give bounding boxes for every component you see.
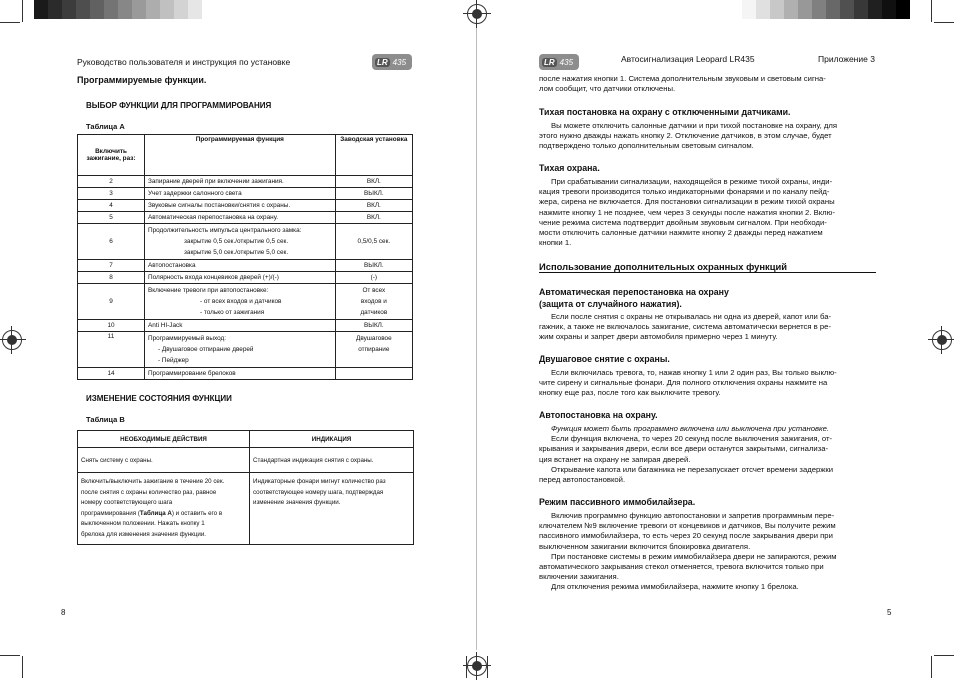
calibration-bar-right <box>742 0 910 19</box>
row-function: Учет задержки салонного света <box>145 188 336 200</box>
right-header-title: Автосигнализация Leopard LR435 <box>621 54 755 64</box>
paragraph-auto-rearm <box>539 312 879 343</box>
center-fold-line <box>476 28 477 650</box>
paragraph-silent-arm <box>539 121 879 152</box>
text-line: пассивного иммобилайзера, то есть через 20 секунд после закрывания двери при <box>539 531 833 541</box>
heading-silent-arm: Тихая постановка на охрану с отключенными датчиками. <box>539 107 791 117</box>
table-b <box>77 430 414 545</box>
table-b-indication: Стандартная индикация снятия с охраны. <box>250 448 414 473</box>
row-function-line: - Двушаговое отпирание дверей <box>158 346 254 353</box>
text-line: мости отключить салонные датчики нажмите кнопку 2 дважды перед нажатием <box>539 228 823 238</box>
crop-mark <box>934 22 954 23</box>
row-default: ВЫКЛ. <box>335 320 412 332</box>
row-number: 14 <box>78 368 145 380</box>
calibration-swatch <box>76 0 90 19</box>
row-default <box>335 332 412 368</box>
section-band-additional-functions: Использование дополнительных охранных функций <box>539 261 876 273</box>
row-function-line: Включение тревоги при автопостановке: <box>148 287 269 294</box>
paragraph-silent-mode <box>539 177 879 248</box>
intro-paragraph <box>539 74 879 94</box>
table-b-line: выключенном положении. Нажать кнопку 1 <box>81 520 205 527</box>
row-default-line: отпирание <box>358 346 390 353</box>
calibration-swatch <box>174 0 188 19</box>
row-number: 10 <box>78 320 145 332</box>
row-default: ВКЛ. <box>335 200 412 212</box>
table-b-line <box>81 509 246 520</box>
row-function: Полярность входа концевиков дверей (+)/(-) <box>145 272 336 284</box>
text-line: Включив программно функцию автопостановки и запретив программным пере- <box>551 511 835 520</box>
calibration-swatch <box>854 0 868 19</box>
left-page-title: Программируемые функции. <box>77 75 207 85</box>
row-default: 0,5/0,5 сек. <box>335 224 412 260</box>
table-row <box>78 212 413 224</box>
table-a-col-default: Заводская установка <box>335 135 412 176</box>
crop-mark <box>931 656 932 678</box>
calibration-swatch <box>132 0 146 19</box>
row-number: 9 <box>78 284 145 320</box>
table-b-line: изменение значения функции. <box>253 499 341 506</box>
row-function: Автоматическая перепостановка на охрану. <box>145 212 336 224</box>
row-default: ВЫКЛ. <box>335 260 412 272</box>
row-function-line: Программируемый выход: <box>148 335 227 342</box>
row-function-line: - только от зажигания <box>200 309 265 316</box>
left-page-number: 8 <box>61 608 66 617</box>
crop-mark <box>487 656 488 678</box>
section-select-function: ВЫБОР ФУНКЦИИ ДЛЯ ПРОГРАММИРОВАНИЯ <box>86 101 272 110</box>
text-line: подтверждено только дополнительным световым сигналом. <box>539 141 754 151</box>
table-b-line: номеру соответствующего шага <box>81 499 173 506</box>
crop-mark <box>0 22 20 23</box>
row-function-line: - от всех входов и датчиков <box>200 298 282 305</box>
text-line: Если включилась тревога, то, нажав кнопку 1 или 2 один раз, Вы только выклю- <box>551 368 837 377</box>
heading-silent-mode: Тихая охрана. <box>539 163 600 173</box>
calibration-swatch <box>770 0 784 19</box>
table-b-line: соответствующее номеру шага, подтверждая <box>253 488 384 496</box>
row-function <box>145 224 336 260</box>
text-line: после нажатия кнопки 1. Система дополнительным звуковым и световым сигна- <box>539 74 826 83</box>
calibration-swatch <box>882 0 896 19</box>
table-b-text: ) и оставить его в <box>171 509 223 517</box>
text-line: кнопки 1. <box>539 238 572 248</box>
calibration-swatch <box>840 0 854 19</box>
table-b-action: Снять систему с охраны. <box>78 448 250 473</box>
table-row <box>78 188 413 200</box>
text-line: перед автопостановкой. <box>539 475 626 485</box>
text-line: этого нужно дважды нажать кнопку 2. Отключение датчиков, в этом случае, будет <box>539 131 832 141</box>
text-line: ключателем №9 включение тревоги от концевиков и датчиков, Вы получите режим <box>539 521 836 531</box>
registration-mark-icon <box>932 330 952 350</box>
row-default <box>335 284 412 320</box>
right-page-number: 5 <box>887 608 892 617</box>
text-line: лом сообщит, что датчики отключены. <box>539 84 676 94</box>
table-b-col-actions: НЕОБХОДИМЫЕ ДЕЙСТВИЯ <box>78 431 250 448</box>
table-b-line: после снятия с охраны количество раз, равное <box>81 488 217 496</box>
row-function: Запирание дверей при включении зажигания. <box>145 176 336 188</box>
row-function-line: - Пейджер <box>158 357 189 364</box>
row-number: 4 <box>78 200 145 212</box>
registration-mark-icon <box>467 656 487 676</box>
calibration-swatch <box>160 0 174 19</box>
calibration-swatch <box>118 0 132 19</box>
paragraph-passive-immobilizer <box>539 511 879 593</box>
row-function: Звуковые сигналы постановки/снятия с охраны. <box>145 200 336 212</box>
row-number: 3 <box>78 188 145 200</box>
row-default-line: входов и <box>360 298 387 305</box>
paragraph-auto-arm <box>539 424 879 485</box>
row-default: (-) <box>335 272 412 284</box>
calibration-swatch <box>146 0 160 19</box>
table-row <box>78 224 413 260</box>
text-line: включении зажигания. <box>539 572 619 582</box>
row-default: ВКЛ. <box>335 212 412 224</box>
table-b-indication <box>250 473 414 545</box>
calibration-swatch <box>104 0 118 19</box>
calibration-swatch <box>798 0 812 19</box>
table-row <box>78 260 413 272</box>
lr435-logo <box>372 54 412 70</box>
calibration-swatch <box>896 0 910 19</box>
text-line: Для отключения режима иммобилайзера, нажмите кнопку 1 брелока. <box>551 582 799 592</box>
text-line: жим охраны и запрет двери автомобиля примерно через 1 минуту. <box>539 332 778 342</box>
table-b-line: брелока для изменения значения функции. <box>81 530 207 538</box>
row-function <box>145 332 336 368</box>
row-default-line: датчиков <box>360 309 388 316</box>
table-b-col-indication: ИНДИКАЦИЯ <box>250 431 414 448</box>
text-line: чите сирену и сигнальные фонари. Для полного отключения охраны нажмите на <box>539 378 828 388</box>
calibration-swatch <box>742 0 756 19</box>
text-line: автоматического закрывания стекол отменяется, тревога включится только при <box>539 562 824 572</box>
row-number: 6 <box>78 224 145 260</box>
crop-mark <box>22 656 23 678</box>
text-line: жера, сирена не включается. Для постановки сигнализации в режим тихой охраны <box>539 197 835 207</box>
row-function <box>145 284 336 320</box>
text-line: крывания и закрывания двери, если все двери останутся закрытыми, сигнализа- <box>539 444 829 454</box>
calibration-swatch <box>48 0 62 19</box>
heading-line: Автоматическая перепостановка на охрану <box>539 287 729 297</box>
calibration-swatch <box>868 0 882 19</box>
table-row <box>78 176 413 188</box>
table-b-line: Индикаторные фонари мигнут количество раз <box>253 478 386 485</box>
heading-passive-immobilizer: Режим пассивного иммобилайзера. <box>539 497 696 507</box>
registration-mark-icon <box>2 330 22 350</box>
table-row <box>78 320 413 332</box>
logo-brand: LR <box>377 57 388 67</box>
heading-two-step-disarm: Двушаговое снятие с охраны. <box>539 354 670 364</box>
row-function-line: закрытие 5,0 сек./открытие 5,0 сек. <box>184 249 289 256</box>
table-row <box>78 368 413 380</box>
calibration-swatch <box>756 0 770 19</box>
table-a-caption: Таблица А <box>86 122 125 131</box>
text-line: При постановке системы в режим иммобилайзера двери не запираются, режим <box>551 551 837 561</box>
text-line: выключенном зажигании включится блокировка двигателя. <box>539 541 751 551</box>
table-row <box>78 200 413 212</box>
table-a <box>77 134 413 380</box>
table-a-reference: Таблица А <box>139 509 172 517</box>
logo-brand: LR <box>544 57 555 67</box>
crop-mark <box>934 655 954 656</box>
row-default-line: Двушаговое <box>356 335 392 342</box>
text-line: нажмите кнопку 1 не позднее, чем через 3 секунды после нажатия кнопки 2. Вклю- <box>539 207 835 217</box>
crop-mark <box>22 0 23 22</box>
row-number: 11 <box>78 332 145 368</box>
text-line: Если функция включена, то через 20 секунд после выключения зажигания, от- <box>551 434 833 444</box>
table-a-col-ignition: Включить зажигание, раз: <box>78 135 145 176</box>
row-number: 7 <box>78 260 145 272</box>
crop-mark <box>0 655 20 656</box>
row-number: 2 <box>78 176 145 188</box>
table-row <box>78 284 413 320</box>
left-header-title: Руководство пользователя и инструкция по установке <box>77 57 291 67</box>
text-line: Функция может быть программно включена или выключена при установке. <box>551 424 830 433</box>
table-row <box>78 272 413 284</box>
calibration-bar-left <box>34 0 202 19</box>
row-function: Программирование брелоков <box>145 368 336 380</box>
row-default <box>335 368 412 380</box>
table-row <box>78 332 413 368</box>
text-line: чение режима система подтвердит двойным звуковым сигналом. При необходи- <box>539 217 827 227</box>
table-a-col-function: Программируемая функция <box>145 135 336 176</box>
table-b-action <box>78 473 250 545</box>
row-function-line: Продолжительность импульса центрального замка: <box>148 227 302 234</box>
table-b-caption: Таблица В <box>86 415 125 424</box>
row-number: 5 <box>78 212 145 224</box>
crop-mark <box>931 0 932 22</box>
paragraph-two-step-disarm <box>539 368 879 399</box>
calibration-swatch <box>34 0 48 19</box>
table-a-header-row <box>78 135 413 176</box>
text-line: гажник, а также не включалось зажигание, система автоматически вернется в ре- <box>539 322 832 332</box>
row-default: ВКЛ. <box>335 176 412 188</box>
table-row <box>78 448 414 473</box>
registration-mark-icon <box>467 4 487 24</box>
row-function-line: закрытие 0,5 сек./открытие 0,5 сек. <box>184 238 289 245</box>
calibration-swatch <box>188 0 202 19</box>
heading-auto-arm: Автопостановка на охрану. <box>539 410 658 420</box>
row-default: ВЫКЛ. <box>335 188 412 200</box>
text-line: Если после снятия с охраны не открывалась ни одна из дверей, капот или ба- <box>551 312 832 321</box>
text-line: Открывание капота или багажника не перезапускает отсчет времени задержки <box>551 464 834 474</box>
text-line: При срабатывании сигнализации, находящейся в режиме тихой охраны, инди- <box>551 177 833 186</box>
text-line: Вы можете отключить салонные датчики и при тихой постановке на охрану, для <box>551 121 837 130</box>
calibration-swatch <box>62 0 76 19</box>
right-header-appendix: Приложение 3 <box>818 54 875 64</box>
logo-model: 435 <box>392 57 407 67</box>
table-row <box>78 473 414 545</box>
text-line: кнопку еще раз, после того как выключите тревогу. <box>539 388 721 398</box>
table-b-header-row <box>78 431 414 448</box>
row-number: 8 <box>78 272 145 284</box>
text-line: ция встанет на охрану не запирая дверей. <box>539 454 691 464</box>
calibration-swatch <box>812 0 826 19</box>
calibration-swatch <box>784 0 798 19</box>
table-b-text: программирования ( <box>81 509 140 517</box>
heading-line: (защита от случайного нажатия). <box>539 299 682 309</box>
table-b-line: Включить/выключить зажигание в течение 20 сек. <box>81 478 225 485</box>
lr435-logo <box>539 54 579 70</box>
row-default-line: От всех <box>362 287 386 294</box>
logo-model: 435 <box>559 57 574 67</box>
text-line: кация тревоги производится только индикаторными фонарями и по каналу пейд- <box>539 187 830 197</box>
section-change-state: ИЗМЕНЕНИЕ СОСТОЯНИЯ ФУНКЦИИ <box>86 394 232 403</box>
row-function: Anti HI-Jack <box>145 320 336 332</box>
calibration-swatch <box>90 0 104 19</box>
calibration-swatch <box>826 0 840 19</box>
heading-auto-rearm <box>539 286 729 310</box>
row-function: Автопостановка <box>145 260 336 272</box>
